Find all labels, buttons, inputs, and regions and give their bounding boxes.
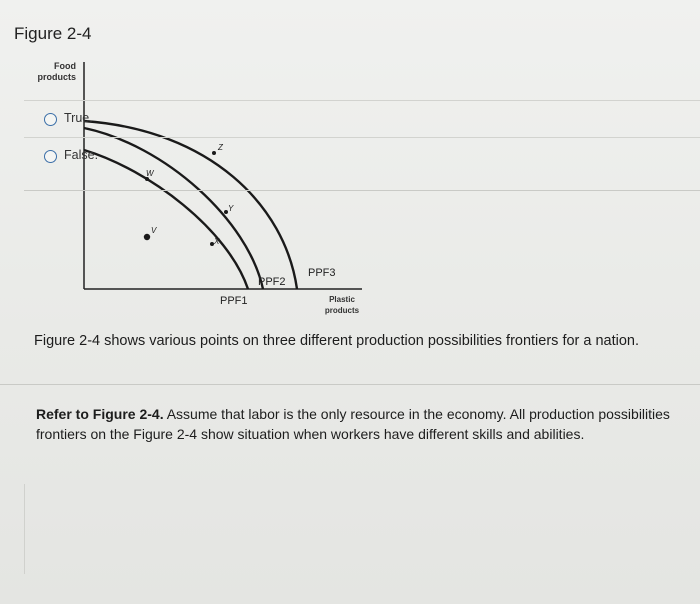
options-divider — [24, 190, 700, 191]
point-w-label: W — [146, 169, 154, 178]
ppf3-label: PPF3 — [308, 267, 336, 279]
point-y-label: Y — [228, 204, 234, 213]
radio-button-true[interactable] — [44, 113, 57, 126]
question-body: Assume that labor is the only resource in the economy. All production possibilities frontiers on the Figure 2-4 show situation when workers have different skills and abilities. — [36, 406, 670, 442]
ppf2-label: PPF2 — [258, 276, 286, 288]
ppf1-label: PPF1 — [220, 295, 248, 307]
y-axis-label-line2: products — [37, 72, 76, 82]
option-true-label: True. — [64, 111, 93, 125]
figure-title: Figure 2-4 — [14, 24, 92, 43]
question-prefix: Refer to Figure 2-4. — [36, 406, 164, 422]
point-z-label: Z — [218, 143, 223, 152]
radio-button-false[interactable] — [44, 150, 57, 163]
option-false-label: False. — [64, 148, 99, 162]
x-axis-label-line2: products — [324, 306, 360, 315]
x-axis-label-line1: Plastic — [329, 295, 355, 304]
point-v-label: V — [151, 226, 157, 235]
figure-caption: Figure 2-4 shows various points on three different production possibilities frontiers for a nation. — [34, 333, 640, 349]
point-v-marker — [144, 234, 150, 240]
options-left-border — [24, 484, 25, 574]
point-x-label: X — [214, 237, 220, 246]
option-true[interactable] — [24, 100, 700, 137]
option-false[interactable] — [24, 137, 700, 174]
y-axis-label-line1: Food — [54, 61, 76, 71]
question-text — [36, 404, 676, 444]
answer-options — [24, 100, 700, 174]
question-panel — [0, 384, 700, 585]
